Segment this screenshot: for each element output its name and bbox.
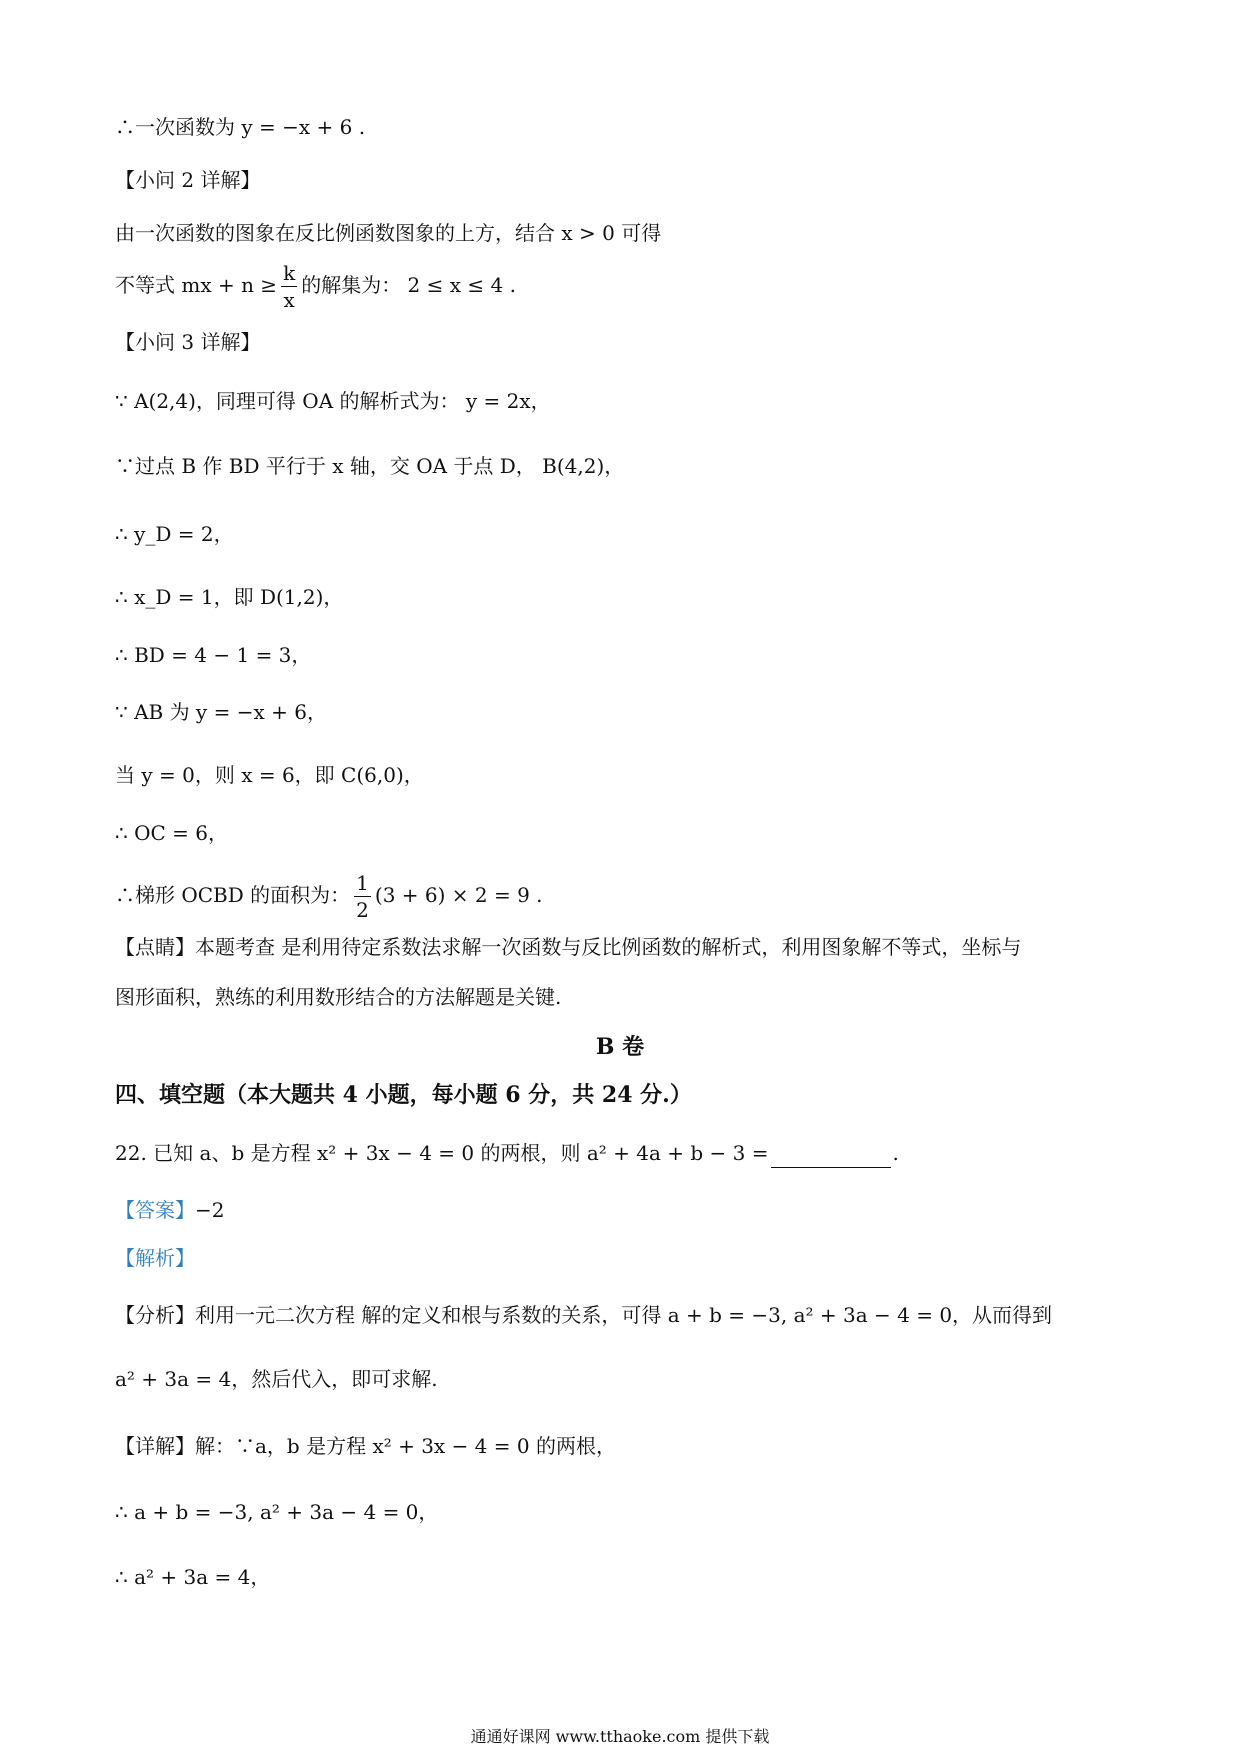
fraction (281, 260, 297, 313)
text-line: 当 y = 0，则 x = 6，即 C(6,0)， (115, 763, 424, 787)
subheading: 【小问 3 详解】 (115, 330, 261, 354)
answer-value: −2 (195, 1198, 225, 1222)
answer-line (115, 1195, 224, 1225)
text-line: ∴一次函数为 y = −x + 6 . (115, 115, 366, 139)
section-title: B 卷 (595, 1034, 645, 1060)
text-span: 不等式 mx + n ≥ (115, 273, 278, 297)
question-text-end: . (892, 1141, 899, 1165)
fraction-denominator: x (283, 288, 295, 312)
text-line (115, 870, 543, 923)
text-line: ∴ a + b = −3, a² + 3a − 4 = 0， (115, 1500, 439, 1524)
text-span: ∴梯形 OCBD 的面积为： (115, 883, 351, 907)
text-line: 由一次函数的图象在反比例函数图象的上方，结合 x > 0 可得 (115, 221, 662, 245)
answer-label: 【答案】 (115, 1198, 195, 1222)
text-line: ∵ A(2,4)，同理可得 OA 的解析式为： y = 2x， (115, 389, 551, 413)
text-line: 【分析】利用一元二次方程 解的定义和根与系数的关系，可得 a + b = −3, a² + 3a − 4 = 0，从而得到 (115, 1303, 1053, 1327)
page-footer: 通通好课网 www.tthaoke.com 提供下载 (470, 1727, 770, 1746)
text-line: ∵过点 B 作 BD 平行于 x 轴，交 OA 于点 D， B(4,2)， (115, 454, 625, 478)
subheading: 【小问 2 详解】 (115, 168, 261, 192)
text-line: 【点睛】本题考查 是利用待定系数法求解一次函数与反比例函数的解析式，利用图象解不等式，坐标与 (115, 935, 1022, 959)
text-line: 【详解】解：∵a，b 是方程 x² + 3x − 4 = 0 的两根， (115, 1434, 616, 1458)
text-line: ∴ x_D = 1，即 D(1,2)， (115, 585, 344, 609)
text-line: 图形面积，熟练的利用数形结合的方法解题是关键. (115, 985, 562, 1009)
text-line (115, 260, 516, 313)
answer-blank (771, 1147, 891, 1168)
text-line: ∴ y_D = 2， (115, 522, 234, 546)
fraction-denominator: 2 (356, 898, 369, 922)
text-line: ∴ OC = 6， (115, 821, 228, 845)
fraction-numerator: 1 (356, 871, 369, 895)
text-line: ∵ AB 为 y = −x + 6， (115, 700, 327, 724)
text-line: a² + 3a = 4，然后代入，即可求解. (115, 1367, 438, 1391)
text-span: 的解集为： 2 ≤ x ≤ 4 . (301, 273, 516, 297)
analysis-label: 【解析】 (115, 1246, 195, 1270)
text-span: (3 + 6) × 2 = 9 . (374, 883, 543, 907)
question-text: 22. 已知 a、b 是方程 x² + 3x − 4 = 0 的两根，则 a² + 4a + b − 3 = (115, 1141, 769, 1165)
fraction-numerator: k (283, 261, 296, 285)
fraction (354, 870, 371, 923)
section-heading: 四、填空题（本大题共 4 小题，每小题 6 分，共 24 分.） (115, 1082, 692, 1108)
text-line: ∴ BD = 4 − 1 = 3， (115, 643, 312, 667)
text-line: ∴ a² + 3a = 4， (115, 1565, 271, 1589)
question-22 (115, 1138, 899, 1168)
